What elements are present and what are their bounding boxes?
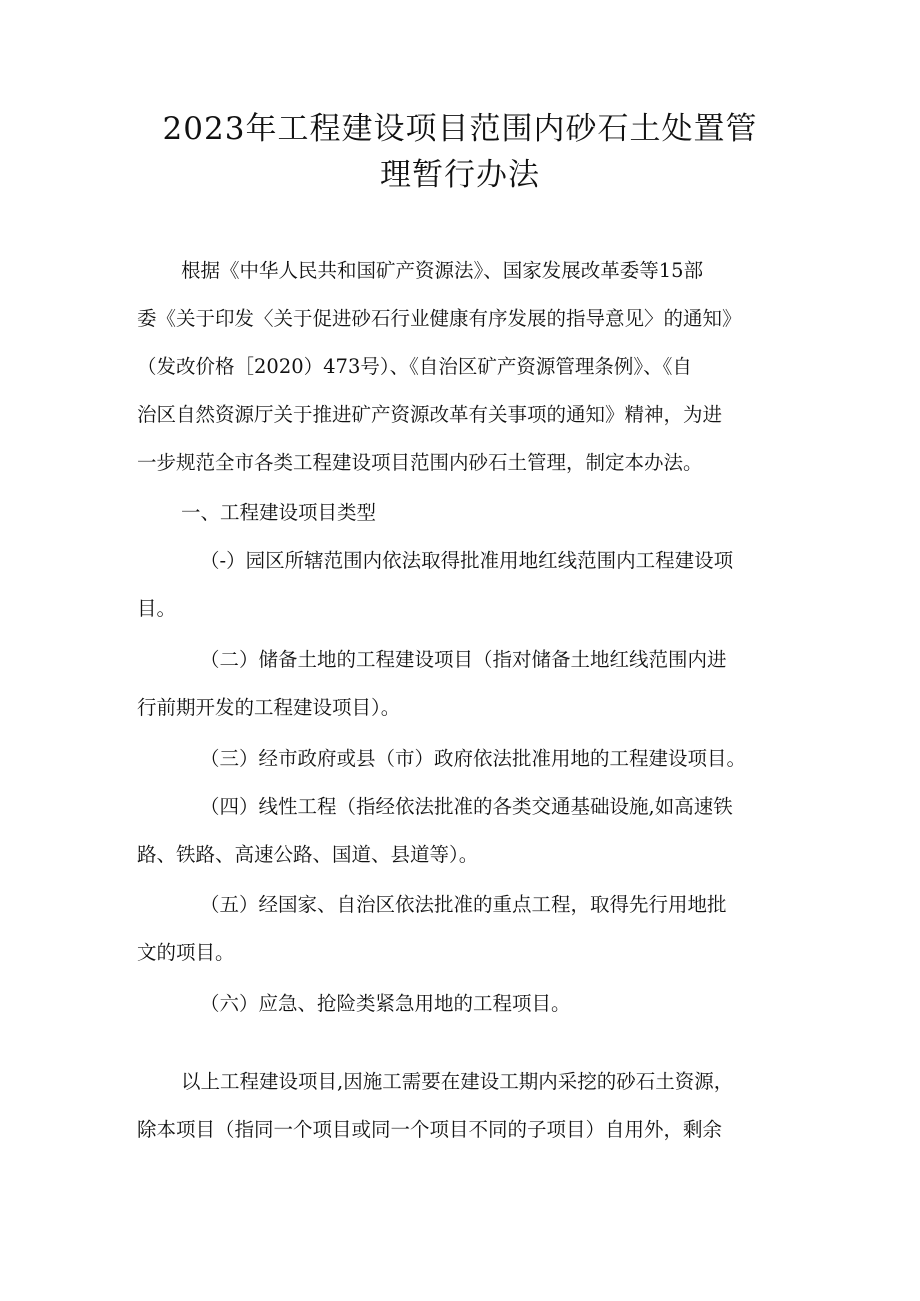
item-3-line-1: （三）经市政府或县（市）政府依法批准用地的工程建设项目。 bbox=[200, 747, 747, 770]
closing-line-2: 除本项目（指同一个项目或同一个项目不同的子项目）自用外，剩余 bbox=[137, 1118, 723, 1141]
closing-line-1: 以上工程建设项目,因施工需要在建设工期内采挖的砂石土资源， bbox=[181, 1070, 734, 1093]
item-2-line-1: （二）储备土地的工程建设项目（指对储备土地红线范围内进 bbox=[200, 648, 727, 671]
intro-line-5: 一步规范全市各类工程建设项目范围内砂石土管理，制定本办法。 bbox=[137, 451, 703, 474]
item-4-line-2: 路、铁路、高速公路、国道、县道等）。 bbox=[137, 843, 479, 866]
item-6-line-1: （六）应急、抢险类紧急用地的工程项目。 bbox=[200, 992, 571, 1015]
section-heading: 一、工程建设项目类型 bbox=[181, 501, 377, 524]
item-2-line-2: 行前期开发的工程建设项目）。 bbox=[137, 696, 401, 719]
item-4-line-1: （四）线性工程（指经依法批准的各类交通基础设施,如高速铁 bbox=[200, 795, 733, 818]
item-5-line-2: 文的项目。 bbox=[137, 941, 235, 964]
item-1-line-2: 目。 bbox=[137, 597, 177, 620]
document-title-line-2: 理暂行办法 bbox=[380, 157, 540, 193]
item-5-line-1: （五）经国家、自治区依法批准的重点工程，取得先行用地批 bbox=[200, 893, 727, 916]
item-1-line-1: （-）园区所辖范围内依法取得批准用地红线范围内工程建设项 bbox=[200, 549, 734, 572]
intro-line-3: （发改价格［2020）473号）、《自治区矿产资源管理条例》、《自 bbox=[137, 355, 692, 378]
intro-line-1: 根据《中华人民共和国矿产资源法》、国家发展改革委等15部 bbox=[181, 259, 704, 282]
intro-line-4: 治区自然资源厅关于推进矿产资源改革有关事项的通知》精神，为进 bbox=[137, 403, 723, 426]
document-title-line-1: 2023年工程建设项目范围内砂石土处置管 bbox=[162, 111, 758, 147]
intro-line-2: 委《关于印发〈关于促进砂石行业健康有序发展的指导意见〉的通知》 bbox=[137, 307, 742, 330]
